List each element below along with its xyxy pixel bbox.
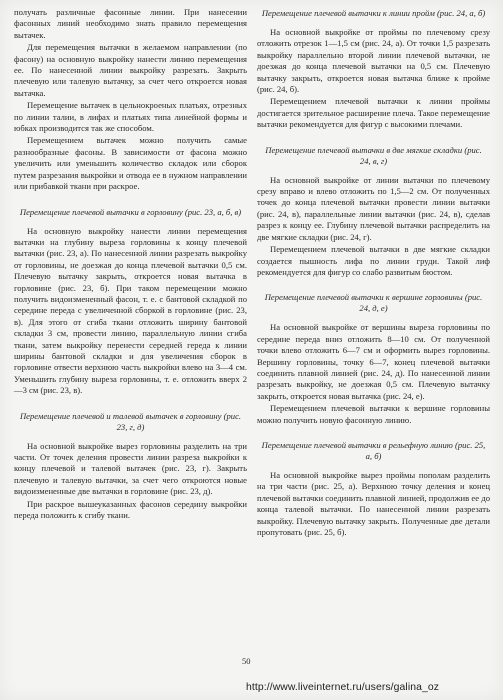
paragraph: Для перемещения вытачки в желаемом направлении (по фасону) на основную выкройку нанести линию перемещения ее. По нанесенной линии выкройку разрезать. Закрыть плечевую или талевую вытачку, за счет чего откроется новая вытачка. bbox=[14, 42, 247, 98]
source-url[interactable]: http://www.liveinternet.ru/users/galina_oz bbox=[246, 682, 440, 693]
left-column bbox=[14, 6, 247, 668]
section-heading: Перемещение плечевой и талевой вытачек в горловину (рис. 23, г, д) bbox=[19, 410, 242, 432]
section-heading: Перемещение плечевой вытачки в две мягкие складки (рис. 24, в, г) bbox=[265, 144, 482, 166]
paragraph: Перемещением плечевой вытачки к линии проймы достигается зрительное расширение плеча. Такое перемещение вытачки рекомендуется для фигур с высокими плечами. bbox=[257, 96, 490, 130]
right-column bbox=[257, 6, 490, 668]
paragraph: На основной выкройке от проймы по плечевому срезу отложить отрезок 1—1,5 см (рис. 24, а). От точки 1,5 разрезать выкройку параллельно второй линии плечевой вытачки, не доезжая до конца плечевой вытачки на 0,5 см. Плечевую вытачку закрыть, откроется новая вытачка ближе к пройме (рис. 24, б). bbox=[257, 27, 490, 95]
paragraph: Перемещением плечевой вытачки к вершине горловины можно получить новую фасонную линию. bbox=[257, 403, 490, 425]
section-heading: Перемещение плечевой вытачки в горловину (рис. 23, а, б, в) bbox=[19, 206, 242, 217]
page-number: 50 bbox=[242, 656, 251, 666]
paragraph: Перемещением плечевой вытачки в две мягкие складки создается пышность лифа по линии груди. Такой лиф рекомендуется для фигур со слабо развитым бюстом. bbox=[257, 244, 490, 277]
paragraph: На основную выкройку нанести линии перемещения вытачки на глубину выреза горловины к концу плечевой вытачки (рис. 23, а). По нанесенной линии разрезать выкройку от горловины, не доезжая до конца плечевой вытачки 0,5 см. Плечевую вытачку закрыть, откроется новая вытачка в горловине (рис. 23, б). При таком перемещении можно получить видоизмененный фасон, т. е. с бантовой складкой по середине переда с увеличенной сборкой в горловине (рис. 23, в). Для этого от сгиба ткани отложить ширину бантовой складки 3 см, провести линию, параллельную линии сгиба ткани, затем выкройку перенести середней гереда к линии ширины бантовой складки и для увеличения сборок в горловине отвести верхнюю часть выкройки влево на 3—4 см. Уменьшить глубину выреза горловины, т. е. отложить вверх 2—3 см (рис. 23, в). bbox=[14, 225, 247, 396]
section-heading: Перемещение плечевой вытачки в рельефную линию (рис. 25, а, б) bbox=[261, 439, 486, 461]
paragraph: При раскрое вышеуказанных фасонов середину выкройки переда положить к сгибу ткани. bbox=[14, 498, 247, 521]
section-heading: Перемещение плечевой вытачки к вершине горловины (рис. 24, д, е) bbox=[264, 292, 483, 314]
paragraph: На основной выкройке вырез горловины разделить на три части. От точек деления провести линии разреза выкройки к концу плечевой и талевой вытачек (рис. 23, г). Закрыть плечевую и талевую вытачки, за счет чего откроются новые видоизмененные две вытачки в горловине (рис. 23, д). bbox=[14, 440, 247, 497]
section-heading: Перемещение плечевой вытачки к линии пройм (рис. 24, а, б) bbox=[261, 8, 486, 18]
paragraph: Перемещение вытачек в цельнокроеных платьях, отрезных по линии талии, в лифах и платьях типа линейной формы и юбках производится так же способом. bbox=[14, 100, 247, 134]
paragraph: Перемещением вытачек можно получить самые разнообразные фасоны. В зависимости от фасона можно увеличить или уменьшить количество складок или сборок путем разрезания выкройки и отвода ее в нужном направлении или прибавкой ткани при раскрое. bbox=[14, 135, 247, 192]
paragraph: На основной выкройке от линии вытачки по плечевому срезу вправо и влево отложить по 1,5—2 см. От полученных точек до конца плечевой вытачки провести линии вытачки (рис. 24, в), параллельные линии вытачки (рис. 24, в), сделав разрез к концу ее. Глубину плечевой вытачки распределить на две мягкие складки (рис. 24, г). bbox=[257, 174, 490, 242]
book-page bbox=[14, 6, 490, 668]
paragraph: На основной выкройке вырез проймы пополам разделить на три части (рис. 25, а). Верхнюю точку деления и конец плечевой вытачки соединить плавной линией, продолжив ее до конца талевой вытачки. По нанесенной линии разрезать выкройку. Плечевую вытачку закрыть. Полученные две детали пропутовать (рис. 25, б). bbox=[257, 469, 490, 537]
paragraph: На основной выкройке от вершины выреза горловины по середине переда вниз отложить 8—10 см. От полученной точки влево отложить 6—7 см и оформить вырез горловины. Вершину горловины, точку 6—7, конец плечевой вытачки соединить плавной линией (рис. 24, д). По нанесенной линии разрезать выкройку, не доезжая 0,5 см. Плечевую вытачку закрыть, откроется новая вытачка (рис. 24, е). bbox=[257, 322, 490, 401]
paragraph: получать различные фасонные линии. При нанесении фасонных линий необходимо знать правило перемещения вытачек. bbox=[14, 7, 247, 40]
